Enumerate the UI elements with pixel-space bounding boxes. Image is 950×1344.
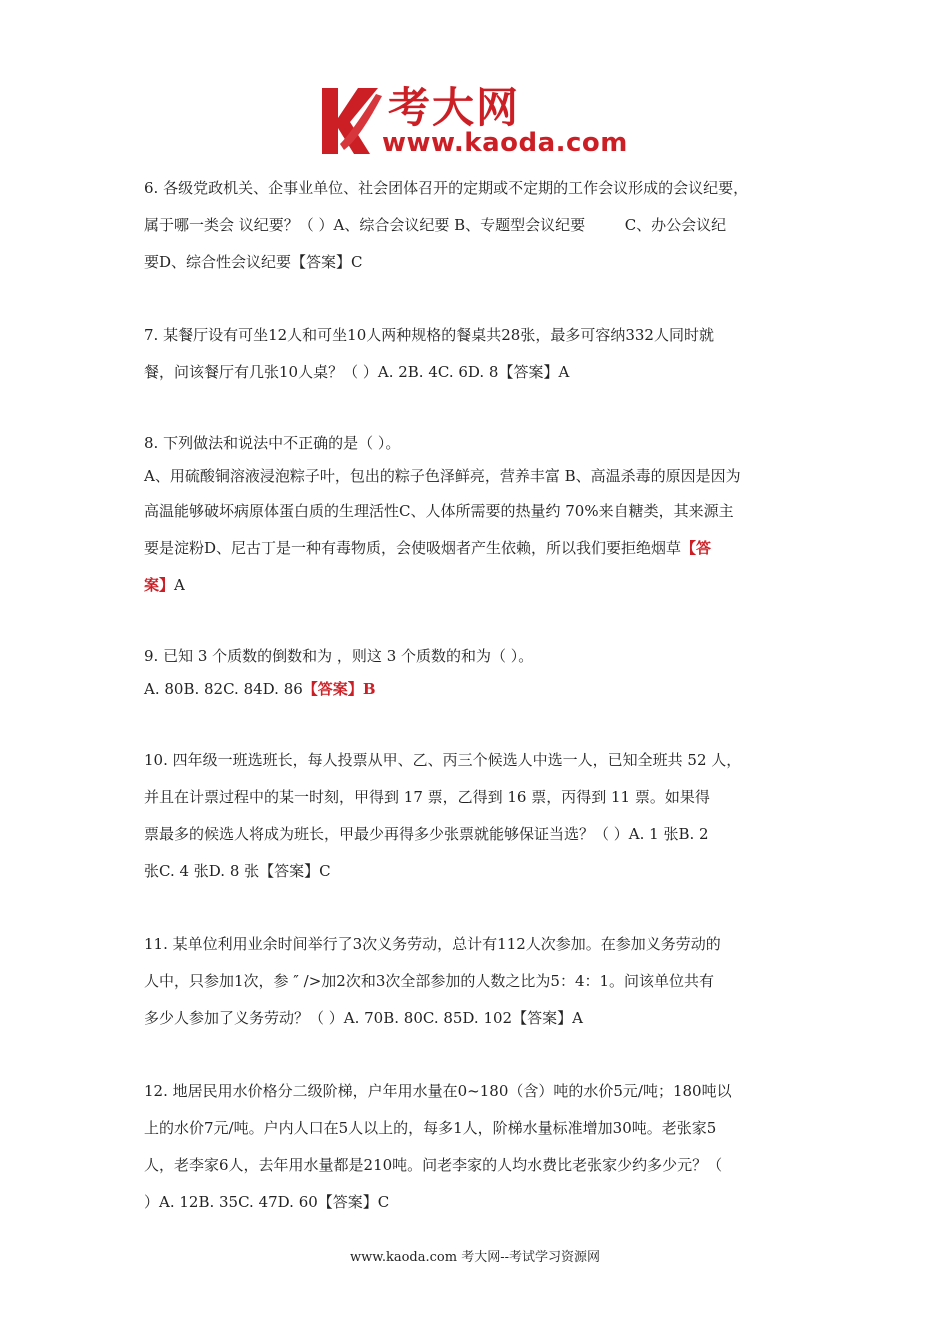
question-7 [144, 317, 812, 391]
question-line: 11. 某单位利用业余时间举行了3次义务劳动，总计有112人次参加。在参加义务劳动的 [144, 935, 721, 953]
question-line: 人中，只参加1次，参 ″ />加2次和3次全部参加的人数之比为5：4：1。问该单位共有 [144, 972, 715, 990]
question-9 [144, 640, 812, 706]
question-line: 10. 四年级一班选班长，每人投票从甲、乙、丙三个候选人中选一人，已知全班共 52 人， [144, 751, 742, 769]
question-line: 要D、综合性会议纪要【答案】C [144, 253, 363, 271]
question-line [144, 567, 812, 604]
question-line: 张C. 4 张D. 8 张【答案】C [144, 862, 331, 880]
question-list [144, 170, 812, 1257]
answer-label: 案】 [144, 576, 175, 594]
question-10 [144, 742, 812, 890]
kaoda-logo[interactable] [318, 84, 638, 160]
question-line: 6. 各级党政机关、企事业单位、社会团体召开的定期或不定期的工作会议形成的会议纪要， [144, 179, 749, 197]
question-line: 人，老李家6人，去年用水量都是210吨。问老李家的人均水费比老张家少约多少元？（ [144, 1156, 723, 1174]
page-footer: www.kaoda.com 考大网--考试学习资源网 [350, 1250, 600, 1265]
question-line: 并且在计票过程中的某一时刻，甲得到 17 票，乙得到 16 票，丙得到 11 票。如果得 [144, 788, 710, 806]
question-line: 要是淀粉D、尼古丁是一种有毒物质，会使吸烟者产生依赖，所以我们要拒绝烟草【答 [144, 539, 712, 557]
question-line: A、用硫酸铜溶液浸泡粽子叶，包出的粽子色泽鲜亮，营养丰富 B、高温杀毒的原因是因为 [144, 467, 741, 485]
question-line: 12. 地居民用水价格分二级阶梯，户年用水量在0~180（含）吨的水价5元/吨；180吨以 [144, 1082, 732, 1100]
k-logo-mark-icon [318, 84, 388, 156]
answer-label: 【答案】 [302, 680, 363, 698]
question-line: 餐，问该餐厅有几张10人桌？（ ）A. 2B. 4C. 6D. 8【答案】A [144, 363, 570, 381]
question-line: 高温能够破坏病原体蛋白质的生理活性C、人体所需要的热量约 70%来自糖类，其来源主 [144, 502, 734, 520]
answer-value: B [362, 680, 376, 698]
question-line: 9. 已知 3 个质数的倒数和为 ，则这 3 个质数的和为（ ）。 [144, 647, 534, 665]
question-line: A. 80B. 82C. 84D. 86【答案】B [144, 680, 376, 698]
answer-label: 【答 [681, 539, 712, 557]
question-8 [144, 427, 812, 604]
question-line: 8. 下列做法和说法中不正确的是（ ）。 [144, 434, 401, 452]
question-line: 上的水价7元/吨。户内人口在5人以上的，每多1人，阶梯水量标准增加30吨。老张家5 [144, 1119, 717, 1137]
question-line: ）A. 12B. 35C. 47D. 60【答案】C [144, 1193, 390, 1211]
logo-website-url: www.kaoda.com [382, 128, 628, 158]
question-line: 多少人参加了义务劳动？（ ）A. 70B. 80C. 85D. 102【答案】A [144, 1009, 583, 1027]
question-line: 属于哪一类会 议纪要？（ ）A、综合会议纪要 B、专题型会议纪要 C、办公会议纪 [144, 216, 727, 234]
logo-brand-name: 考大网 [388, 83, 521, 132]
question-11 [144, 926, 812, 1037]
question-line: 7. 某餐厅设有可坐12人和可坐10人两种规格的餐桌共28张，最多可容纳332人同时就 [144, 326, 714, 344]
question-line: 票最多的候选人将成为班长，甲最少再得多少张票就能够保证当选？（ ）A. 1 张B. 2 [144, 825, 709, 843]
answer-value: A [174, 576, 185, 594]
question-12 [144, 1073, 812, 1221]
question-6 [144, 170, 812, 281]
